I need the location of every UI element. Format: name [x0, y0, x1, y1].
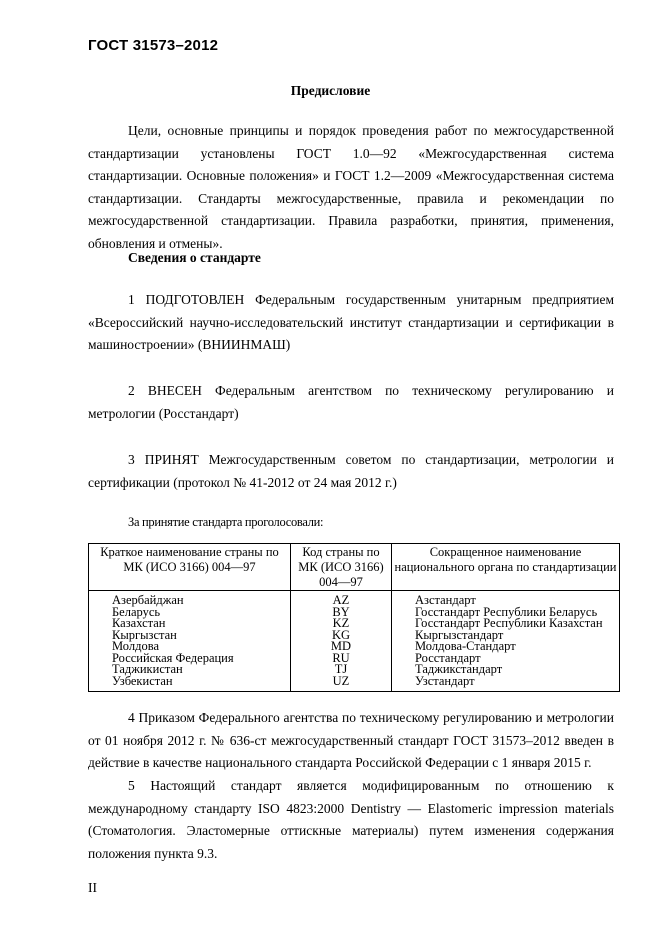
- cell-body: Госстандарт Республики Беларусь: [392, 607, 620, 619]
- item-1-text: 1 ПОДГОТОВЛЕН Федеральным государственным унитарным предприятием «Всероссийский научно-исследовательский институт стандартизации и сертификации в машиностроении» (ВНИИНМАШ): [88, 292, 614, 352]
- table-row: [89, 630, 620, 642]
- cell-body: Азстандарт: [392, 591, 620, 607]
- cell-country: Российская Федерация: [89, 653, 291, 665]
- item-4: [88, 707, 614, 775]
- cell-code: KG: [291, 630, 392, 642]
- cell-country: Узбекистан: [89, 676, 291, 692]
- cell-body: Таджикстандарт: [392, 664, 620, 676]
- header-body: Сокращенное наименование национального органа по стандартизации: [392, 544, 620, 591]
- page-number: II: [88, 880, 97, 895]
- cell-body: Госстандарт Республики Казахстан: [392, 618, 620, 630]
- item-4-text: 4 Приказом Федерального агентства по техническому регулированию и метрологии от 01 ноября 2012 г. № 636-ст межгосударственный стандарт ГОСТ 31573–2012 введен в действие в качестве национального стандарта Российской Федерации с 1 января 2015 г.: [88, 710, 614, 770]
- cell-code: MD: [291, 641, 392, 653]
- table-row: [89, 676, 620, 692]
- header-country: Краткое наименование страны по МК (ИСО 3166) 004—97: [89, 544, 291, 591]
- voting-table: [88, 543, 620, 692]
- cell-country: Азербайджан: [89, 591, 291, 607]
- table-header-row: [89, 544, 620, 591]
- cell-country: Беларусь: [89, 607, 291, 619]
- header-code: Код страны по МК (ИСО 3166) 004—97: [291, 544, 392, 591]
- cell-code: UZ: [291, 676, 392, 692]
- cell-body: Узстандарт: [392, 676, 620, 692]
- cell-body: Росстандарт: [392, 653, 620, 665]
- cell-code: TJ: [291, 664, 392, 676]
- vote-heading: За принятие стандарта проголосовали:: [128, 515, 324, 529]
- section-heading: Сведения о стандарте: [128, 250, 261, 265]
- page-title: Предисловие: [290, 83, 371, 98]
- item-1: [88, 289, 614, 357]
- cell-code: KZ: [291, 618, 392, 630]
- cell-code: BY: [291, 607, 392, 619]
- cell-country: Молдова: [89, 641, 291, 653]
- item-3-text: 3 ПРИНЯТ Межгосударственным советом по стандартизации, метрологии и сертификации (протокол № 41-2012 от 24 мая 2012 г.): [88, 452, 614, 490]
- cell-body: Кыргызстандарт: [392, 630, 620, 642]
- cell-code: AZ: [291, 591, 392, 607]
- item-2-text: 2 ВНЕСЕН Федеральным агентством по техническому регулированию и метрологии (Росстандарт): [88, 383, 614, 421]
- cell-country: Таджикистан: [89, 664, 291, 676]
- document-header: ГОСТ 31573–2012: [88, 37, 219, 54]
- item-3: [88, 449, 614, 494]
- cell-country: Кыргызстан: [89, 630, 291, 642]
- cell-country: Казахстан: [89, 618, 291, 630]
- intro-paragraph: [88, 120, 614, 255]
- item-2: [88, 380, 614, 425]
- item-5-text: 5 Настоящий стандарт является модифицированным по отношению к международному стандарту ISO 4823:2000 Dentistry — Elastomeric impression materials (Стоматология. Эластомерные оттискные материалы) путем изменения содержания положения пункта 9.3.: [88, 778, 614, 861]
- cell-body: Молдова-Стандарт: [392, 641, 620, 653]
- intro-text: Цели, основные принципы и порядок проведения работ по межгосударственной стандартизации установлены ГОСТ 1.0—92 «Межгосударственная система стандартизации. Основные положения» и ГОСТ 1.2—2009 «Межгосударственная система стандартизации. Стандарты межгосударственные, правила и рекомендации по межгосударственной стандартизации. Правила разработки, принятия, применения, обновления и отмены».: [88, 123, 614, 251]
- item-5: [88, 775, 614, 865]
- cell-code: RU: [291, 653, 392, 665]
